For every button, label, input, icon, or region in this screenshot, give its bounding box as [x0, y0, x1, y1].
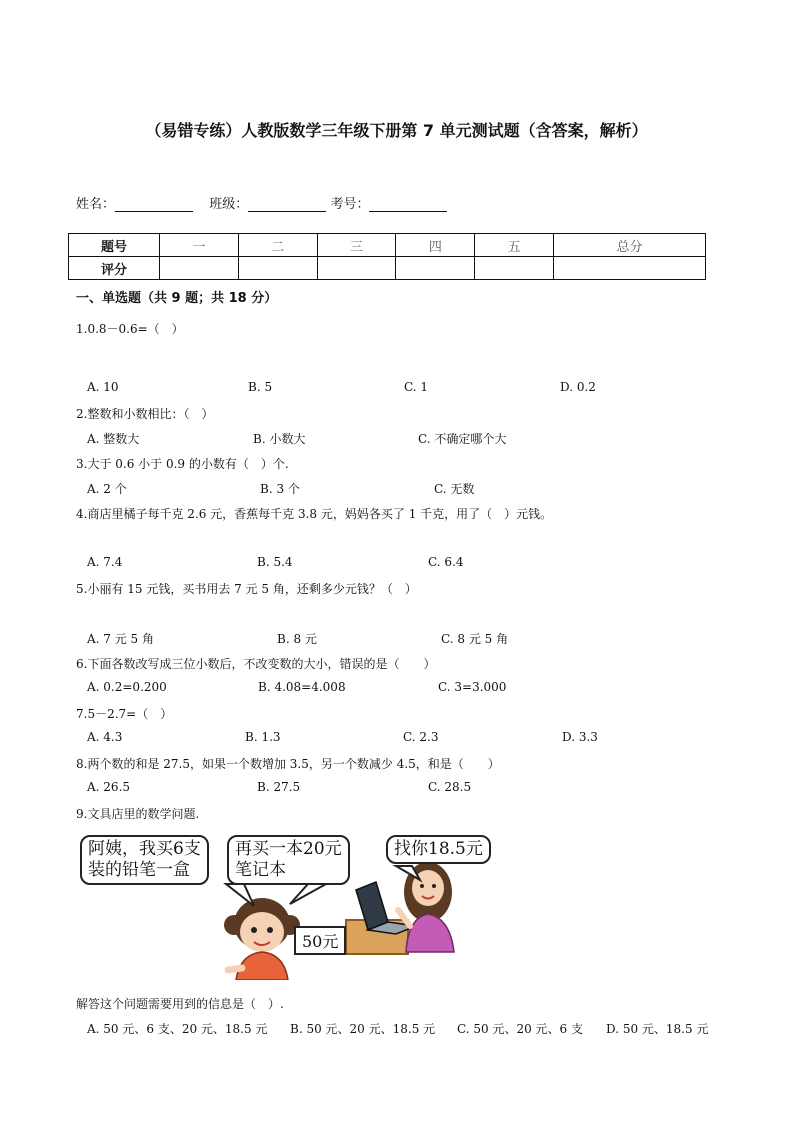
section-heading: 一、单选题（共 9 题；共 18 分）: [76, 291, 278, 306]
question-8-stem: 8.两个数的和是 27.5，如果一个数增加 3.5，另一个数减少 4.5，和是（ ）: [76, 757, 500, 771]
question-9-ask: 解答这个问题需要用到的信息是（ ）.: [76, 997, 284, 1011]
q5-option-a[interactable]: A. 7 元 5 角: [87, 632, 155, 646]
bubble1-line1: 阿姨，我买6支: [88, 839, 201, 859]
exam-no-label: 考号：: [330, 197, 370, 212]
score-table-row: [69, 257, 706, 280]
score-row1-header: 题号: [69, 234, 160, 257]
q9-option-b[interactable]: B. 50 元、20 元、18.5 元: [290, 1022, 436, 1036]
q4-option-b[interactable]: B. 5.4: [257, 555, 293, 569]
score-cell[interactable]: [317, 257, 396, 280]
q7-option-a[interactable]: A. 4.3: [87, 730, 123, 744]
score-cell[interactable]: [475, 257, 554, 280]
bubble2-line2: 笔记本: [235, 860, 286, 880]
woman-shirt: [406, 914, 454, 952]
question-1-stem: 1.0.8－0.6=（ ）: [76, 322, 184, 336]
q8-option-b[interactable]: B. 27.5: [257, 780, 301, 794]
q1-option-a[interactable]: A. 10: [87, 380, 119, 394]
name-blank[interactable]: [115, 197, 193, 212]
q5-option-c[interactable]: C. 8 元 5 角: [441, 632, 509, 646]
class-blank[interactable]: [248, 197, 326, 212]
score-row2-header: 评分: [69, 257, 160, 280]
q4-option-a[interactable]: A. 7.4: [87, 555, 123, 569]
q2-option-a[interactable]: A. 整数大: [87, 432, 140, 446]
question-5-stem: 5.小丽有 15 元钱，买书用去 7 元 5 角，还剩多少元钱？（ ）: [76, 582, 417, 596]
score-col-total: 总分: [554, 234, 706, 257]
name-label: 姓名：: [76, 197, 116, 212]
question-6-stem: 6.下面各数改写成三位小数后，不改变数的大小，错误的是（ ）: [76, 657, 436, 671]
score-cell[interactable]: [238, 257, 317, 280]
score-cell[interactable]: [554, 257, 706, 280]
bubble2-line1: 再买一本20元: [235, 839, 342, 859]
q3-option-b[interactable]: B. 3 个: [260, 482, 300, 496]
exam-no-blank[interactable]: [369, 197, 447, 212]
speech-bubble-girl-1: [80, 835, 209, 885]
score-col-5: 五: [475, 234, 554, 257]
q9-option-a[interactable]: A. 50 元、6 支、20 元、18.5 元: [87, 1022, 268, 1036]
stationery-illustration: [76, 830, 516, 980]
question-7-stem: 7.5－2.7=（ ）: [76, 707, 173, 721]
score-col-1: 一: [160, 234, 239, 257]
q4-option-c[interactable]: C. 6.4: [428, 555, 464, 569]
bubble1-line2: 装的铅笔一盒: [88, 860, 190, 880]
question-2-stem: 2.整数和小数相比：（ ）: [76, 407, 214, 421]
q2-option-b[interactable]: B. 小数大: [253, 432, 306, 446]
q8-option-c[interactable]: C. 28.5: [428, 780, 472, 794]
speech-bubble-girl-2: [227, 835, 350, 885]
q5-option-b[interactable]: B. 8 元: [277, 632, 317, 646]
score-col-3: 三: [317, 234, 396, 257]
q7-option-d[interactable]: D. 3.3: [562, 730, 598, 744]
q7-option-b[interactable]: B. 1.3: [245, 730, 281, 744]
score-table: [68, 233, 706, 280]
class-label: 班级：: [209, 197, 249, 212]
q6-option-c[interactable]: C. 3=3.000: [438, 680, 507, 694]
q1-option-d[interactable]: D. 0.2: [560, 380, 596, 394]
q8-option-a[interactable]: A. 26.5: [87, 780, 131, 794]
score-cell[interactable]: [396, 257, 475, 280]
q6-option-a[interactable]: A. 0.2=0.200: [87, 680, 167, 694]
page-title: （易错专练）人教版数学三年级下册第 7 单元测试题（含答案，解析）: [145, 121, 648, 140]
q9-option-c[interactable]: C. 50 元、20 元、6 支: [457, 1022, 584, 1036]
q6-option-b[interactable]: B. 4.08=4.008: [258, 680, 346, 694]
question-9-stem: 9.文具店里的数学问题.: [76, 807, 200, 821]
score-col-4: 四: [396, 234, 475, 257]
score-table-row: [69, 234, 706, 257]
q3-option-c[interactable]: C. 无数: [434, 482, 475, 496]
speech-bubble-clerk: 找你18.5元: [386, 835, 491, 864]
q9-option-d[interactable]: D. 50 元、18.5 元: [606, 1022, 709, 1036]
q1-option-b[interactable]: B. 5: [248, 380, 273, 394]
q2-option-c[interactable]: C. 不确定哪个大: [418, 432, 507, 446]
girl-arm: [228, 968, 242, 970]
q1-option-c[interactable]: C. 1: [404, 380, 429, 394]
money-tag: 50元: [294, 926, 346, 955]
q3-option-a[interactable]: A. 2 个: [87, 482, 127, 496]
student-info: [76, 193, 447, 212]
score-col-2: 二: [238, 234, 317, 257]
question-3-stem: 3.大于 0.6 小于 0.9 的小数有（ ）个.: [76, 457, 289, 471]
question-4-stem: 4.商店里橘子每千克 2.6 元，香蕉每千克 3.8 元，妈妈各买了 1 千克，用了（ ）元钱。: [76, 507, 553, 521]
score-cell[interactable]: [160, 257, 239, 280]
q7-option-c[interactable]: C. 2.3: [403, 730, 439, 744]
